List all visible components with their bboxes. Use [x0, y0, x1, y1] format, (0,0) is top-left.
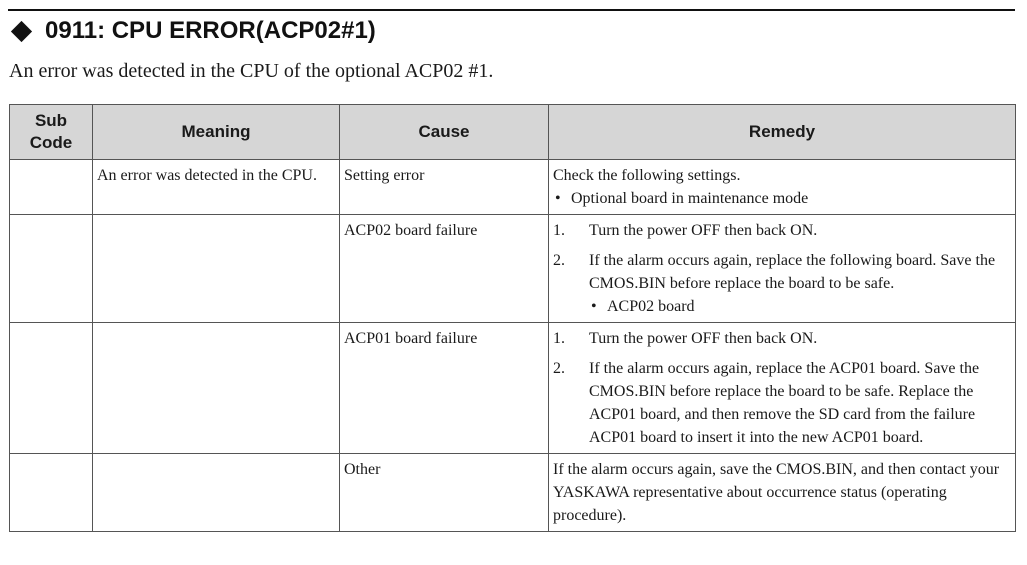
- remedy-steps: [553, 327, 1011, 449]
- list-item: • Optional board in maintenance mode: [553, 187, 1011, 210]
- header-sub-code: Sub Code: [10, 105, 93, 160]
- step-bullets: [589, 295, 1011, 318]
- cell-remedy: [549, 160, 1016, 215]
- list-item: [553, 249, 1011, 318]
- cell-meaning: [93, 215, 340, 323]
- list-item: [553, 327, 1011, 350]
- remedy-text: Check the following settings.: [553, 167, 741, 184]
- step-number: 1.: [553, 222, 565, 239]
- header-cause: Cause: [340, 105, 549, 160]
- cell-remedy: [549, 215, 1016, 323]
- list-item: [553, 219, 1011, 242]
- step-number: 1.: [553, 330, 565, 347]
- cell-sub-code: [10, 454, 93, 532]
- step-text: Turn the power OFF then back ON.: [589, 330, 818, 347]
- cell-sub-code: [10, 160, 93, 215]
- cell-meaning: An error was detected in the CPU.: [93, 160, 340, 215]
- step-text: If the alarm occurs again, replace the ACP01 board. Save the CMOS.BIN before replace the board to be safe. Replace the ACP01 board, and then remove the SD card from the failure ACP01 board to insert it into the new ACP01 board.: [589, 360, 980, 446]
- step-number: 2.: [553, 252, 565, 269]
- alarm-title: 0911: CPU ERROR(ACP02#1): [45, 17, 376, 44]
- step-text: If the alarm occurs again, replace the following board. Save the CMOS.BIN before replace the board to be safe.: [589, 252, 996, 292]
- list-item: • ACP02 board: [589, 295, 1011, 318]
- step-text: Turn the power OFF then back ON.: [589, 222, 818, 239]
- diamond-icon: [11, 20, 32, 41]
- remedy-steps: [553, 219, 1011, 318]
- cell-sub-code: [10, 323, 93, 454]
- table-row: [10, 323, 1016, 454]
- cell-cause: ACP01 board failure: [340, 323, 549, 454]
- table-row: [10, 215, 1016, 323]
- table-header-row: [10, 105, 1016, 160]
- cell-cause: Other: [340, 454, 549, 532]
- cell-cause: Setting error: [340, 160, 549, 215]
- list-item: [553, 357, 1011, 449]
- header-meaning: Meaning: [93, 105, 340, 160]
- cell-meaning: [93, 323, 340, 454]
- remedy-bullets: [553, 187, 1011, 210]
- table-row: [10, 454, 1016, 532]
- top-rule: [8, 9, 1015, 11]
- cell-cause: ACP02 board failure: [340, 215, 549, 323]
- alarm-table: [9, 104, 1016, 532]
- alarm-heading: [10, 16, 376, 46]
- step-number: 2.: [553, 360, 565, 377]
- alarm-description: An error was detected in the CPU of the optional ACP02 #1.: [9, 60, 494, 82]
- header-remedy: Remedy: [549, 105, 1016, 160]
- table-row: [10, 160, 1016, 215]
- cell-remedy: If the alarm occurs again, save the CMOS.BIN, and then contact your YASKAWA representative about occurrence status (operating procedure).: [549, 454, 1016, 532]
- cell-meaning: [93, 454, 340, 532]
- cell-remedy: [549, 323, 1016, 454]
- cell-sub-code: [10, 215, 93, 323]
